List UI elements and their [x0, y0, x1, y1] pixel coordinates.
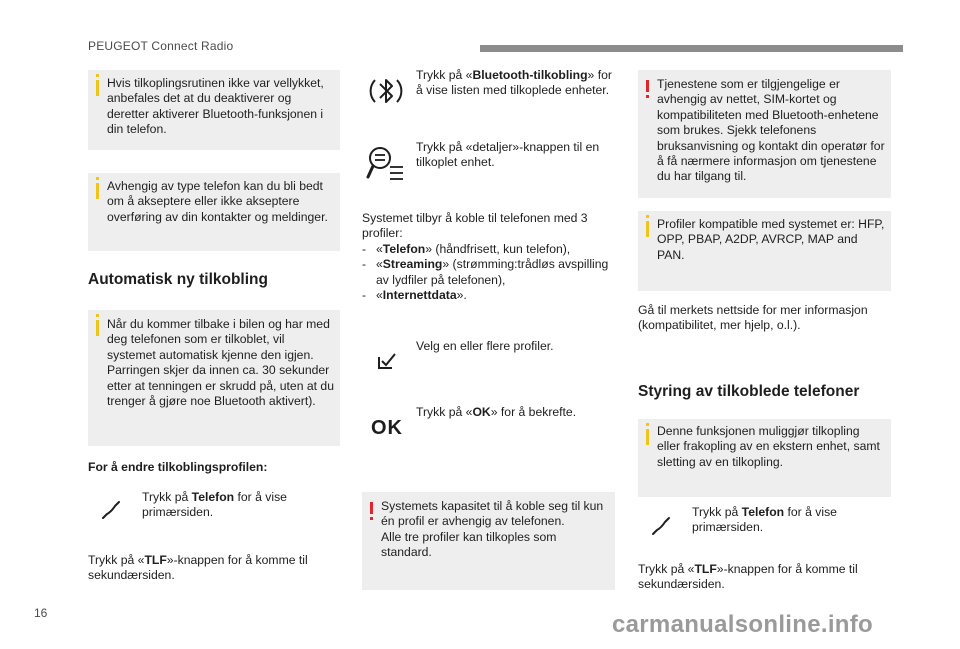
info-icon [646, 221, 649, 237]
step-text: » for å vise listen med tilkoplede enheter. [416, 68, 612, 98]
info-icon [96, 320, 99, 336]
list-dash: - [362, 257, 367, 272]
info-box-auto-reconnect [88, 310, 340, 446]
profile-text: « [376, 288, 383, 303]
ok-icon: OK [371, 417, 403, 439]
phone-icon [650, 514, 676, 538]
checkbox-icon [377, 352, 397, 370]
warning-box-profile-capacity [362, 492, 615, 590]
step-bold: Telefon [191, 490, 235, 504]
info-box-reconnect-hint [88, 70, 340, 150]
watermark: carmanualsonline.info [612, 611, 874, 638]
step-text: Trykk på « [416, 68, 473, 82]
warning-box-services [638, 70, 891, 198]
info-icon [96, 183, 99, 199]
step-telefon [692, 505, 877, 536]
profile-name: Internettdata [382, 288, 457, 303]
step-text: Trykk på « [88, 553, 145, 567]
profile-name: Telefon [382, 242, 426, 256]
profile-text: » (håndfrisett, kun telefon), [425, 242, 571, 256]
step-bluetooth [416, 68, 614, 99]
profile-text: « [376, 257, 383, 272]
info-text: Denne funksjonen muliggjør tilkopling eller frakopling av en ekstern enhet, samt sletting av en tilkopling. [657, 424, 880, 469]
step-telefon [142, 490, 327, 521]
step-details: Trykk på «detaljer»-knappen til en tilkoplet enhet. [416, 140, 600, 170]
page-number: 16 [34, 606, 48, 620]
section-heading-manage-phones: Styring av tilkoblede telefoner [638, 383, 860, 400]
step-text: »-knappen for å komme til sekundærsiden. [88, 553, 308, 583]
step-text: » for å bekrefte. [490, 405, 577, 419]
warning-text: Systemets kapasitet til å koble seg til kun én profil er avhengig av telefonen. [381, 499, 604, 529]
step-text: Trykk på [142, 490, 192, 504]
info-text: Avhengig av type telefon kan du bli bedt om å akseptere eller ikke akseptere overføring av din kontakter og meldinger. [107, 179, 328, 224]
info-box-manage-connections [638, 419, 891, 497]
profile-list-item [362, 257, 612, 288]
step-select-profiles: Velg en eller flere profiler. [416, 339, 554, 353]
more-info-paragraph: Gå til merkets nettside for mer informasjon (kompatibilitet, mer hjelp, o.l.). [638, 303, 868, 333]
info-text: Profiler kompatible med systemet er: HFP, OPP, PBAP, A2DP, AVRCP, MAP and PAN. [657, 217, 885, 262]
bluetooth-icon [367, 70, 405, 110]
step-bold: OK [472, 405, 491, 419]
step-text: for å vise primærsiden. [692, 505, 837, 535]
step-bold: Bluetooth-tilkobling [472, 68, 588, 82]
step-tlf [88, 553, 338, 584]
info-box-compatible-profiles [638, 211, 891, 291]
warning-text: Tjenestene som er tilgjengelige er avhengig av nettet, SIM-kortet og kompatibiliteten med Bluetooth-enhetene som brukes. Sjekk telefonens bruksanvisning og kontakt din operatør for å få nærmere informasjon om tjenestene du har tilgang til. [657, 77, 885, 184]
info-text: Når du kommer tilbake i bilen og har med deg telefonen som er tilkoblet, vil systemet automatisk kjenne den igjen. Parringen skjer da innen ca. 30 sekunder etter at tenningen er skrudd på, uten at du trenger å gjøre noe Bluetooth aktivert). [107, 317, 334, 409]
warning-icon [646, 80, 649, 92]
step-text: Trykk på [692, 505, 742, 519]
details-search-icon [366, 143, 406, 183]
profiles-list [362, 242, 612, 304]
step-text: »-knappen for å komme til sekundærsiden. [638, 562, 858, 592]
profile-list-item [362, 288, 612, 303]
profiles-intro: Systemet tilbyr å koble til telefonen med 3 profiler: [362, 211, 588, 241]
step-text: Trykk på « [638, 562, 695, 576]
step-bold: TLF [144, 553, 167, 567]
section-heading-auto-reconnect: Automatisk ny tilkobling [88, 271, 268, 288]
info-box-phone-type [88, 173, 340, 251]
warning-text: Alle tre profiler kan tilkoples som standard. [381, 529, 557, 560]
step-text: Trykk på « [416, 405, 473, 419]
profile-text: » (strømming:trådløs avspilling av lydfiler på telefonen), [376, 257, 609, 287]
phone-icon [100, 498, 126, 522]
warning-icon [370, 502, 373, 514]
step-text: for å vise primærsiden. [142, 490, 287, 520]
list-dash: - [362, 242, 367, 256]
profile-list-item [362, 242, 612, 257]
list-dash: - [362, 288, 367, 303]
profile-name: Streaming [382, 257, 443, 272]
step-bold: TLF [694, 562, 717, 576]
step-bold: Telefon [741, 505, 785, 519]
running-header: PEUGEOT Connect Radio [88, 39, 234, 53]
header-bar [480, 45, 903, 52]
subheading-text: For å endre tilkoblingsprofilen: [88, 460, 268, 474]
step-confirm [416, 405, 614, 420]
profile-text: « [376, 242, 383, 256]
info-icon [646, 429, 649, 445]
step-tlf [638, 562, 888, 593]
info-text: Hvis tilkoplingsrutinen ikke var vellykket, anbefales det at du deaktiverer og deretter aktiverer Bluetooth-funksjonen i din telefon. [107, 76, 324, 137]
info-icon [96, 80, 99, 96]
subheading-change-profile [88, 460, 267, 475]
profile-text: ». [456, 288, 467, 303]
